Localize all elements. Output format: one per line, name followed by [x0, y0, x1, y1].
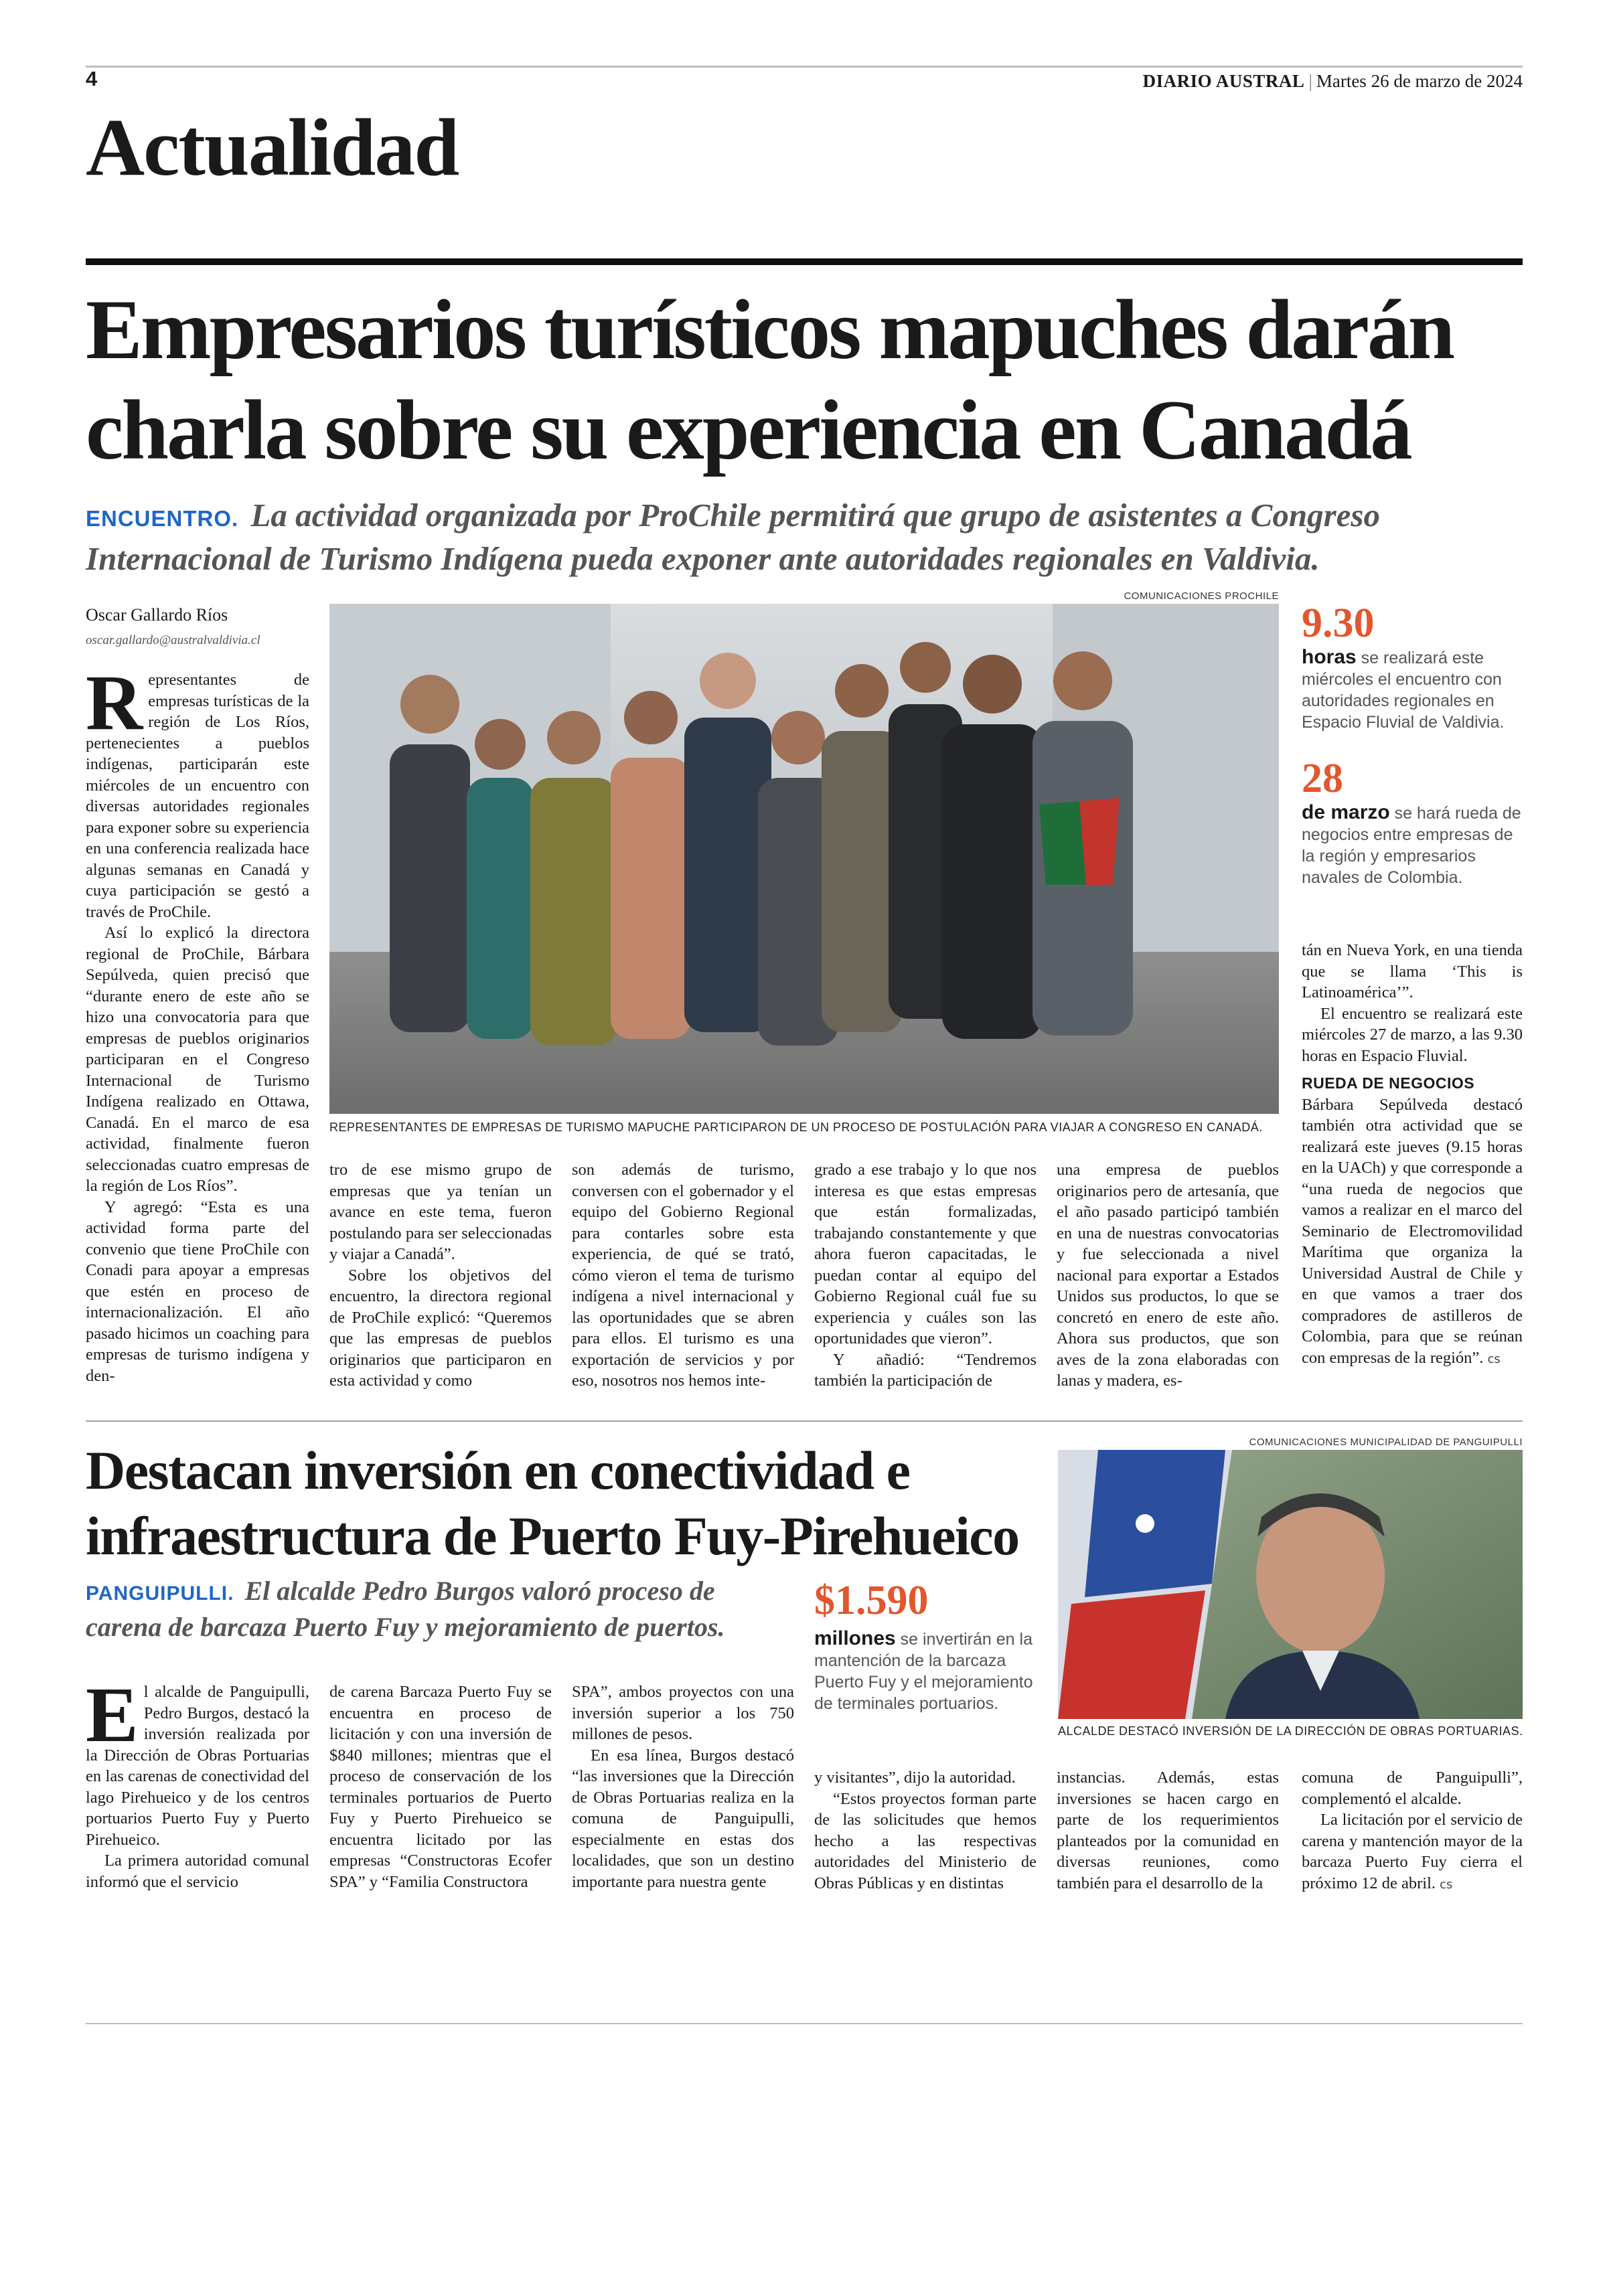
article2-para: “Estos proyectos forman parte de las solicitudes que hemos hecho a las respectivas autoridades del Ministerio de Obras Públicas y en distintas	[814, 1789, 1037, 1892]
fact3-number: $1.590	[814, 1578, 929, 1623]
photo2-credit: COMUNICACIONES MUNICIPALIDAD DE PANGUIPULLI	[1249, 1437, 1523, 1448]
article1-lead	[86, 495, 1523, 579]
fact1-body: se realizará este miércoles el encuentro con autoridades regionales en Espacio Fluvial de Valdivia.	[1302, 649, 1505, 732]
article2-col4	[814, 1767, 1037, 1894]
article1-col1	[86, 659, 309, 1386]
article1-para: tro de ese mismo grupo de empresas que ya tenían un avance en este tema, fueron postulando para ser seleccionadas y viajar a Canadá”.	[329, 1161, 552, 1263]
group-photo-image	[329, 604, 1279, 1114]
section-rule	[86, 258, 1523, 265]
article1-para: Y añadió: “Tendremos también la participación de	[814, 1350, 1037, 1390]
article2-para: La primera autoridad comunal informó que el servicio	[86, 1852, 309, 1891]
fact2-body: se hará rueda de negocios entre empresas de la región y empresarios navales de Colombia.	[1302, 804, 1521, 887]
photo1-credit: COMUNICACIONES PROCHILE	[1124, 590, 1279, 602]
byline-author: Oscar Gallardo Ríos	[86, 605, 228, 625]
article1-para	[1302, 1094, 1523, 1370]
article1-para: grado a ese trabajo y lo que nos interesa es que estas empresas que están formalizadas, trabajando constantemente y que ahora fueron capacitadas, le puedan contar al equipo del Gobierno Regional cuál fue su experiencia y cuáles son las oportunidades que vieron”.	[814, 1161, 1037, 1347]
dropcap: E	[86, 1671, 139, 1758]
fact2-number: 28	[1302, 756, 1343, 801]
article2-headline: Destacan inversión en conectividad e infraestructura de Puerto Fuy-Pirehueico	[86, 1440, 1019, 1566]
article1-headline: Empresarios turísticos mapuches darán charla sobre su experiencia en Canadá	[86, 283, 1454, 477]
photo1-caption: REPRESENTANTES DE EMPRESAS DE TURISMO MAPUCHE PARTICIPARON DE UN PROCESO DE POSTULACIÓN PARA VIAJAR A CONGRESO EN CANADÁ.	[329, 1121, 1263, 1134]
page-number: 4	[86, 67, 98, 90]
article2-para: comuna de Panguipulli”, complementó el alcalde.	[1302, 1769, 1523, 1808]
fact3-text	[814, 1628, 1042, 1714]
article2-col2	[329, 1682, 552, 1892]
article1-col3	[572, 1159, 794, 1392]
publication-date: Martes 26 de marzo de 2024	[1316, 71, 1523, 91]
article2-para: y visitantes”, dijo la autoridad.	[814, 1769, 1016, 1787]
article1-para: una empresa de pueblos originarios pero de artesanía, que el año pasado participó también en una de nuestras convocatorias y fue seleccionada a nivel nacional para exportar a Estados Unidos sus productos, lo que se concretó en enero de este año. Ahora sus productos, que son aves de la zona elaboradas con lanas y madera, es-	[1057, 1161, 1279, 1390]
article2-para: SPA”, ambos proyectos con una inversión superior a los 750 millones de pesos.	[572, 1683, 794, 1743]
article1-col1-text1: epresentantes de empresas turísticas de la región de Los Ríos, pertenecientes a pueblos indígenas, participarán este miércoles de un encuentro con diversas autoridades regionales para exponer sobre su experiencia en una conferencia realizada hace algunas semanas en Canadá y cuya participación se gestó a través de ProChile.	[86, 671, 309, 921]
article1-para: Así lo explicó la directora regional de ProChile, Bárbara Sepúlveda, quien precisó que “durante enero de este año se hizo una convocatoria para que empresas de pueblos originarios participaran en el Congreso Internacional de Turismo Indígena realizado en Ottawa, Canadá. En el marco de esa actividad, finalmente fueron seleccionadas cuatro empresas de la región de Los Ríos”.	[86, 924, 309, 1195]
article2-para: de carena Barcaza Puerto Fuy se encuentra en proceso de licitación y con una inversión de $840 millones; mientras que el proceso de conservación de los terminales portuarios de Puerto Fuy y Puerto Pirehueico se encuentra licitado por las empresas “Constructoras Ecofer SPA” y “Familia Constructora	[329, 1683, 552, 1891]
article2-col1	[86, 1671, 309, 1892]
masthead	[1143, 71, 1523, 92]
fact1-text	[1302, 647, 1523, 733]
article1-para: Y agregó: “Esta es una actividad forma parte del convenio que tiene ProChile con Conadi para apoyar a empresas que estén en proceso de internacionalización. El año pasado hicimos un coaching para empresas de turismo indígena y den-	[86, 1198, 309, 1385]
article1-para: tán en Nueva York, en una tienda que se llama ‘This is Latinoamérica’”.	[1302, 941, 1523, 1001]
section-title: Actualidad	[86, 102, 459, 193]
article2-col6	[1302, 1767, 1523, 1895]
article2-col5	[1057, 1767, 1279, 1894]
article-divider	[86, 1420, 1523, 1422]
article2-col6-text2: La licitación por el servicio de carena y mantención mayor de la barcaza Puerto Fuy cierra el próximo 12 de abril.	[1302, 1811, 1523, 1892]
mayor-photo-image	[1058, 1450, 1523, 1719]
article1-para: Sobre los objetivos del encuentro, la directora regional de ProChile explicó: “Queremos que las empresas de pueblos originarios que participaron en esta actividad y como	[329, 1266, 552, 1390]
article1-lead-text: La actividad organizada por ProChile permitirá que grupo de asistentes a Congreso Internacional de Turismo Indígena pueda exponer ante autoridades regionales en Valdivia.	[86, 497, 1380, 577]
dropcap: R	[86, 659, 143, 746]
article2-col1-text1: l alcalde de Panguipulli, Pedro Burgos, destacó la inversión realizada por la Dirección de Obras Portuarias en las carenas de conectividad del lago Pirehueico y de los centros portuarios Puerto Fuy y Puerto Pirehueico.	[86, 1683, 309, 1849]
fact3-bold: millones	[814, 1627, 896, 1649]
article1-col4	[814, 1159, 1037, 1392]
article-end-mark: cs	[1440, 1877, 1453, 1892]
article2-lead	[86, 1574, 782, 1644]
article2-para	[1302, 1809, 1523, 1895]
masthead-separator: |	[1308, 71, 1312, 91]
byline-email: oscar.gallardo@australvaldivia.cl	[86, 633, 260, 647]
top-rule	[86, 66, 1523, 68]
article-end-mark: cs	[1487, 1351, 1501, 1366]
article1-col6-text3: Bárbara Sepúlveda destacó también otra actividad que se realizará este jueves (9.15 horas en la UACh) y que corresponde a “una rueda de negocios que vamos a realizar en el marco del Seminario de Electromovilidad Marítima que organiza la Universidad Austral de Chile y en que vamos a traer dos compradores de astilleros de Colombia, para que se reúnan con empresas de la región”.	[1302, 1095, 1523, 1367]
photo2-caption: ALCALDE DESTACÓ INVERSIÓN DE LA DIRECCIÓN DE OBRAS PORTUARIAS.	[1058, 1724, 1523, 1738]
article1-para: El encuentro se realizará este miércoles 27 de marzo, a las 9.30 horas en Espacio Fluvial.	[1302, 1004, 1523, 1065]
article2-col3	[572, 1682, 794, 1892]
article1-subhead: RUEDA DE NEGOCIOS	[1302, 1074, 1475, 1092]
fact1-bold: horas	[1302, 646, 1357, 668]
article1-para	[86, 659, 309, 922]
bottom-rule	[86, 2023, 1523, 2024]
article2-kicker: PANGUIPULLI.	[86, 1582, 234, 1605]
article1-col6	[1302, 940, 1523, 1370]
fact1-number: 9.30	[1302, 600, 1375, 646]
group-photo	[329, 604, 1279, 1114]
article2-para: instancias. Además, estas inversiones se hacen cargo en parte de los requerimientos planteados por la comunidad en diversas reuniones, como también para el desarrollo de la	[1057, 1769, 1279, 1892]
article2-para: En esa línea, Burgos destacó “las inversiones que la Dirección de Obras Portuarias realiza en la comuna de Panguipulli, especialmente en estas dos localidades, que son un destino importante para nuestra gente	[572, 1746, 794, 1891]
fact2-bold: de marzo	[1302, 801, 1390, 823]
article2-lead-text: El alcalde Pedro Burgos valoró proceso de carena de barcaza Puerto Fuy y mejoramiento de puertos.	[86, 1576, 725, 1642]
article1-para: son además de turismo, conversen con el gobernador y el equipo del Gobierno Regional para contarles sobre esta experiencia, de qué se trató, cómo vieron el tema de turismo indígena a nivel internacional y las oportunidades que se abren para ellos. El turismo es una exportación de servicios y por eso, nosotros nos hemos inte-	[572, 1161, 794, 1390]
article2-para	[86, 1671, 309, 1850]
mayor-photo	[1058, 1450, 1523, 1719]
article1-col2	[329, 1159, 552, 1392]
publication-name: DIARIO AUSTRAL	[1142, 71, 1305, 91]
fact3-body: se invertirán en la mantención de la barcaza Puerto Fuy y el mejoramiento de terminales portuarios.	[814, 1630, 1033, 1713]
article1-col5	[1057, 1159, 1279, 1392]
article1-kicker: ENCUENTRO.	[86, 506, 239, 531]
fact2-text	[1302, 802, 1523, 888]
